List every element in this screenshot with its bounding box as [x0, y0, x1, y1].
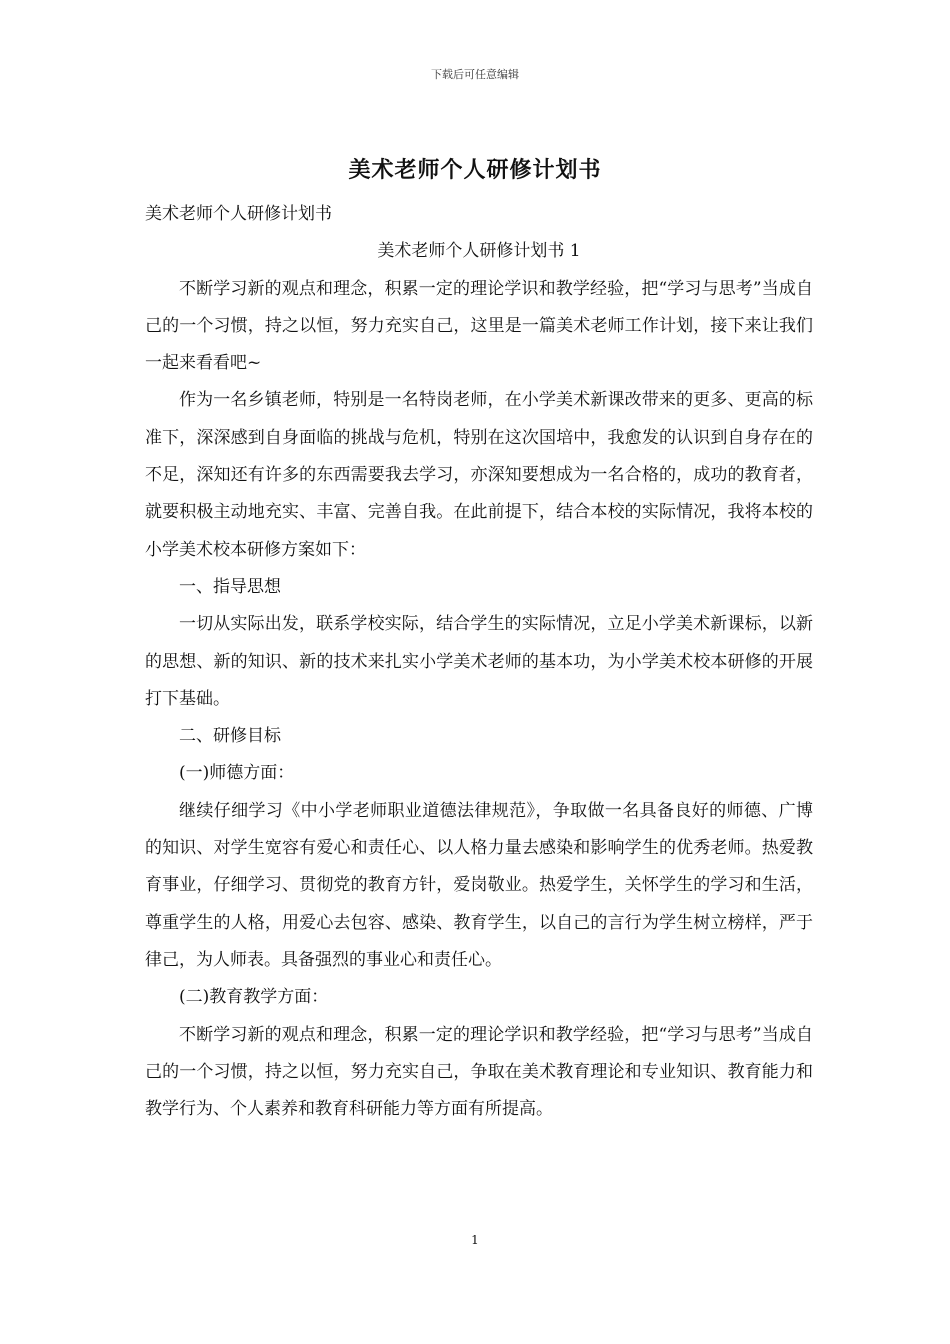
- paragraph-intro: 不断学习新的观点和理念，积累一定的理论学识和教学经验，把“学习与思考”当成自己的一个习惯，持之以恒，努力充实自己，这里是一篇美术老师工作计划，接下来让我们一起来看看吧~: [145, 278, 813, 374]
- subheading-teacher-ethics: (一)师德方面：: [179, 763, 295, 784]
- subheading-teaching: (二)教育教学方面：: [179, 987, 329, 1008]
- page-number: 1: [471, 1233, 479, 1247]
- paragraph-guiding-thought: 一切从实际出发，联系学校实际，结合学生的实际情况，立足小学美术新课标，以新的思想、新的知识、新的技术来扎实小学美术老师的基本功，为小学美术校本研修的开展打下基础。: [145, 614, 813, 709]
- document-title: 美术老师个人研修计划书: [348, 157, 602, 183]
- document-body: [145, 196, 813, 1128]
- section-title: 美术老师个人研修计划书 1: [377, 241, 581, 262]
- heading-guiding-thought: 一、指导思想: [179, 576, 281, 597]
- heading-study-goals: 二、研修目标: [179, 726, 281, 747]
- paragraph-teaching: 不断学习新的观点和理念，积累一定的理论学识和教学经验，把“学习与思考”当成自己的一个习惯，持之以恒，努力充实自己，争取在美术教育理论和专业知识、教育能力和教学行为、个人素养和教育科研能力等方面有所提高。: [145, 1024, 813, 1120]
- document-subtitle: 美术老师个人研修计划书: [145, 204, 332, 224]
- page-header-note: 下载后可任意编辑: [431, 68, 519, 81]
- paragraph-teacher-ethics: 继续仔细学习《中小学老师职业道德法律规范》，争取做一名具备良好的师德、广博的知识、对学生宽容有爱心和责任心、以人格力量去感染和影响学生的优秀老师。热爱教育事业，仔细学习、贯彻党的教育方针，爱岗敬业。热爱学生，关怀学生的学习和生活，尊重学生的人格，用爱心去包容、感染、教育学生，以自己的言行为学生树立榜样，严于律己，为人师表。具备强烈的事业心和责任心。: [145, 800, 813, 970]
- paragraph-background: 作为一名乡镇老师，特别是一名特岗老师，在小学美术新课改带来的更多、更高的标准下，深深感到自身面临的挑战与危机，特别在这次国培中，我愈发的认识到自身存在的不足，深知还有许多的东西需要我去学习，亦深知要想成为一名合格的，成功的教育者，就要积极主动地充实、丰富、完善自我。在此前提下，结合本校的实际情况，我将本校的小学美术校本研修方案如下：: [145, 390, 813, 560]
